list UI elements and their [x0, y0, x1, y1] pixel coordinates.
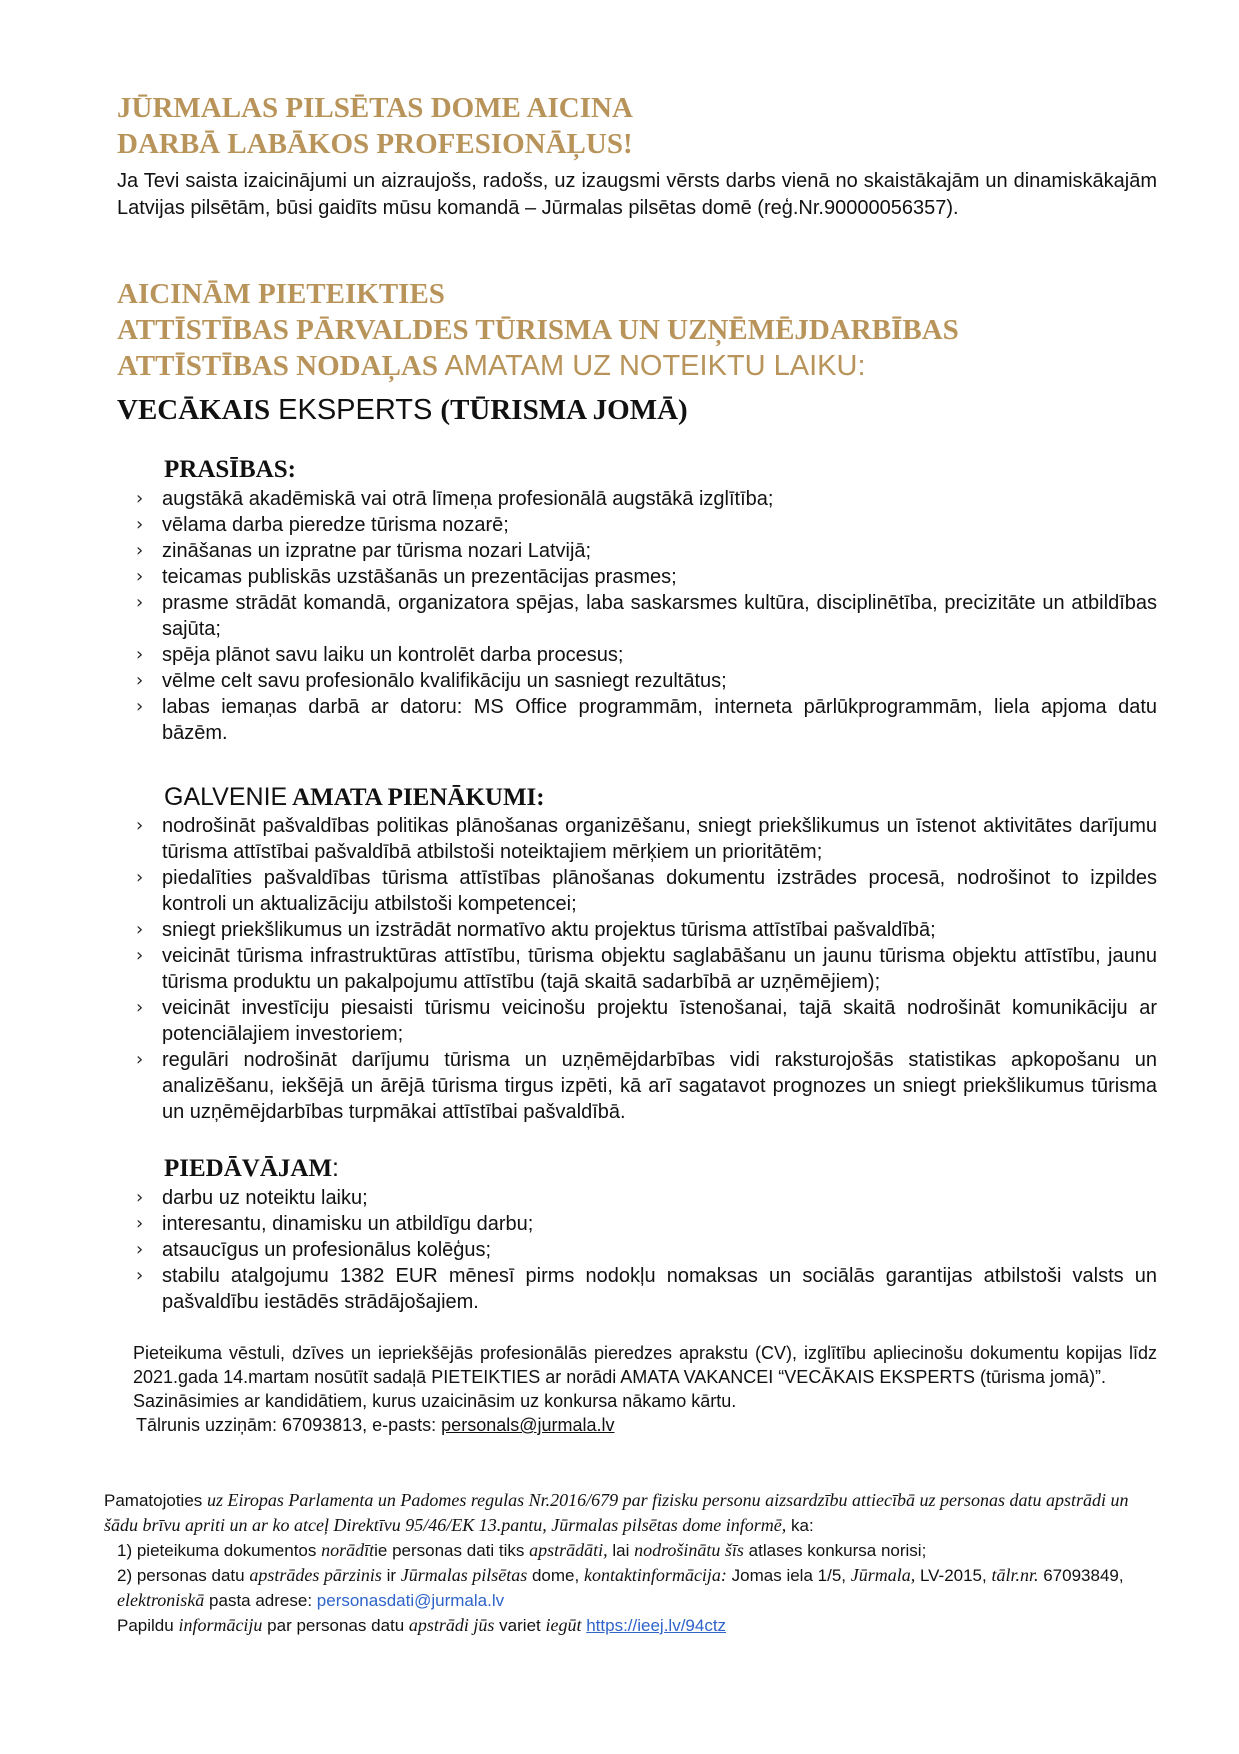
- gdpr-intro-a: Pamatojoties: [104, 1491, 207, 1510]
- bullet-chevron-icon: ›: [136, 1187, 144, 1208]
- requirements-list: [136, 486, 1157, 746]
- list-item: [136, 865, 1157, 917]
- bullet-chevron-icon: ›: [136, 566, 144, 587]
- gdpr-p2-h: Jūrmala,: [850, 1565, 916, 1585]
- list-item-text: stabilu atalgojumu 1382 EUR mēnesī pirms nodokļu nomaksas un sociālās garantijas atbilstoši valsts un pašvaldību iestādēs strādājošajiem.: [162, 1265, 1157, 1313]
- offer-list: [136, 1185, 1157, 1315]
- offer-title: [164, 1152, 339, 1185]
- list-item-text: piedalīties pašvaldības tūrisma attīstības plānošanas dokumentu izstrādes procesā, nodrošinot to izpildes kontroli un aktualizāciju atbilstoši kompetencei;: [162, 867, 1157, 915]
- list-item: [136, 694, 1157, 746]
- gdpr-p2-g: Jomas iela 1/5,: [726, 1566, 851, 1585]
- gdpr-p1-b: norādīt: [321, 1540, 375, 1560]
- list-item-text: regulāri nodrošināt darījumu tūrisma un uzņēmējdarbības vidi raksturojošās statistikas apkopošanu un analizēšanu, iekšējā un ārējā tūrisma tirgus izpēti, kā arī sagatavot prognozes un sniegt priekšlikumus tūrisma un uzņēmējdarbības turpmākai attīstībai pašvaldībā.: [162, 1049, 1157, 1123]
- duties-title: [164, 781, 545, 814]
- duties-list: [136, 813, 1157, 1125]
- list-item: [136, 512, 1157, 538]
- header-line-1: JŪRMALAS PILSĒTAS DOME AICINA: [117, 92, 633, 124]
- gdpr-p1-g: atlases konkursa norisi;: [743, 1541, 927, 1560]
- headline-line-1: AICINĀM PIETEIKTIES: [117, 278, 445, 310]
- bullet-chevron-icon: ›: [136, 670, 144, 691]
- application-contacts: [133, 1413, 1157, 1437]
- list-item-text: atsaucīgus un profesionālus kolēģus;: [162, 1239, 492, 1261]
- bullet-chevron-icon: ›: [136, 867, 144, 888]
- list-item-text: augstākā akadēmiskā vai otrā līmeņa profesionālā augstākā izglītība;: [162, 488, 774, 510]
- bullet-chevron-icon: ›: [136, 540, 144, 561]
- list-item: [136, 1211, 1157, 1237]
- intro-paragraph: Ja Tevi saista izaicinājumi un aizraujošs, radošs, uz izaugsmi vērsts darbs vienā no skaistākajām un dinamiskākajām Latvijas pilsētām, būsi gaidīts mūsu komandā – Jūrmalas pilsētas domē (reģ.Nr.90000056357).: [117, 170, 1157, 219]
- gdpr-p1-c: ie personas dati tiks: [374, 1541, 530, 1560]
- list-item-text: veicināt investīciju piesaisti tūrismu veicinošu projektu īstenošanai, tajā skaitā nodrošināt komunikāciju ar potenciālajiem investoriem;: [162, 997, 1157, 1045]
- requirements-title: PRASĪBAS:: [164, 456, 296, 483]
- gdpr-more-b: informāciju: [178, 1615, 263, 1635]
- bullet-chevron-icon: ›: [136, 488, 144, 509]
- list-item-text: darbu uz noteiktu laiku;: [162, 1187, 368, 1209]
- gdpr-p2-l: elektroniskā: [117, 1590, 205, 1610]
- bullet-chevron-icon: ›: [136, 1049, 144, 1070]
- list-item-text: teicamas publiskās uzstāšanās un prezentācijas prasmes;: [162, 566, 677, 588]
- list-item: [136, 1047, 1157, 1125]
- gdpr-p1-f: nodrošinātu šīs: [634, 1540, 744, 1560]
- gdpr-more-a: Papildu: [117, 1616, 179, 1635]
- list-item-text: interesantu, dinamisku un atbildīgu darbu;: [162, 1213, 534, 1235]
- bullet-chevron-icon: ›: [136, 997, 144, 1018]
- header-line-2: DARBĀ LABĀKOS PROFESIONĀĻUS!: [117, 128, 633, 160]
- gdpr-p2-j: tālr.nr.: [991, 1565, 1039, 1585]
- gdpr-info-link[interactable]: https://ieej.lv/94ctz: [586, 1616, 727, 1635]
- list-item: [136, 813, 1157, 865]
- bullet-chevron-icon: ›: [136, 514, 144, 535]
- duties-title-part-1: GALVENIE: [164, 783, 288, 811]
- list-item-text: veicināt tūrisma infrastruktūras attīstību, tūrisma objektu saglabāšanu un jaunu tūrisma objektu attīstību, jaunu tūrisma produktu un pakalpojumu attīstību (tajā skaitā sadarbībā ar uzņēmējiem);: [162, 945, 1157, 993]
- list-item: [136, 943, 1157, 995]
- gdpr-email-link[interactable]: personasdati@jurmala.lv: [316, 1591, 505, 1610]
- list-item-text: vēlme celt savu profesionālo kvalifikāciju un sasniegt rezultātus;: [162, 670, 727, 692]
- gdpr-notice: [104, 1488, 1164, 1638]
- application-instructions: Pieteikuma vēstuli, dzīves un iepriekšējās profesionālās pieredzes aprakstu (CV), izglītību apliecinošu dokumentu kopijas līdz 2021.gada 14.martam nosūtīt sadaļā PIETEIKTIES ar norādi AMATA VAKANCEI “VECĀKAIS EKSPERTS (tūrisma jomā)”.: [133, 1343, 1157, 1387]
- gdpr-more-c: par personas datu: [262, 1616, 409, 1635]
- application-info: [133, 1341, 1157, 1437]
- list-item-text: prasme strādāt komandā, organizatora spējas, laba saskarsmes kultūra, disciplinētība, precizitāte un atbildības sajūta;: [162, 592, 1157, 640]
- offer-title-text: PIEDĀVĀJAM: [164, 1155, 333, 1182]
- list-item: [136, 1237, 1157, 1263]
- duties-title-part-2: AMATA PIENĀKUMI:: [287, 784, 545, 811]
- gdpr-p1-e: lai: [607, 1541, 635, 1560]
- headline-department: ATTĪSTĪBAS NODAĻAS: [117, 350, 438, 382]
- list-item-text: zināšanas un izpratne par tūrisma nozari Latvijā;: [162, 540, 592, 562]
- gdpr-point-1: [104, 1538, 1164, 1563]
- position-title-part-1: VECĀKAIS: [117, 394, 271, 426]
- gdpr-p2-m: pasta adrese:: [204, 1591, 317, 1610]
- contact-phone-text: Tālrunis uzziņām: 67093813, e-pasts:: [136, 1415, 442, 1435]
- list-item: [136, 486, 1157, 512]
- bullet-chevron-icon: ›: [136, 592, 144, 613]
- list-item-text: nodrošināt pašvaldības politikas plānošanas organizēšanu, sniegt priekšlikumus un īstenot aktivitātes darījumu tūrisma attīstībai pašvaldībā atbilstoši noteiktajiem mērķiem un prioritātēm;: [162, 815, 1157, 863]
- gdpr-point-2: [104, 1563, 1164, 1613]
- list-item: [136, 590, 1157, 642]
- gdpr-p1-a: 1) pieteikuma dokumentos: [117, 1541, 322, 1560]
- gdpr-intro: [104, 1488, 1164, 1538]
- position-title-part-2: EKSPERTS: [270, 394, 441, 426]
- gdpr-p2-e: dome,: [527, 1566, 584, 1585]
- list-item: [136, 538, 1157, 564]
- gdpr-p2-a: 2) personas datu: [117, 1566, 250, 1585]
- bullet-chevron-icon: ›: [136, 1213, 144, 1234]
- gdpr-more-f: iegūt: [545, 1615, 582, 1635]
- list-item-text: vēlama darba pieredze tūrisma nozarē;: [162, 514, 509, 536]
- gdpr-intro-b: uz Eiropas Parlamenta un Padomes regulas Nr.2016/679 par fizisku personu aizsardzību attiecībā uz personas datu apstrādi un šādu brīvu apriti un ar ko atceļ Direktīvu 95/46/EK 13.pantu, Jūrmalas pilsētas dome informē,: [104, 1490, 1129, 1535]
- list-item: [136, 642, 1157, 668]
- vacancy-headline: [117, 276, 1177, 384]
- bullet-chevron-icon: ›: [136, 945, 144, 966]
- application-next-round: Sazināsimies ar kandidātiem, kurus uzaicināsim uz konkursa nākamo kārtu.: [133, 1391, 737, 1411]
- list-item-text: sniegt priekšlikumus un izstrādāt normatīvo aktu projektus tūrisma attīstībai pašvaldībā;: [162, 919, 936, 941]
- list-item: [136, 564, 1157, 590]
- position-title: [117, 392, 688, 428]
- position-title-part-3: (TŪRISMA JOMĀ): [440, 394, 688, 426]
- list-item-text: spēja plānot savu laiku un kontrolēt darba procesus;: [162, 644, 624, 666]
- list-item: [136, 917, 1157, 943]
- bullet-chevron-icon: ›: [136, 696, 144, 717]
- gdpr-p2-i: LV-2015,: [915, 1566, 992, 1585]
- gdpr-p1-d: apstrādāti,: [529, 1540, 608, 1560]
- headline-term: AMATAM UZ NOTEIKTU LAIKU:: [437, 350, 866, 382]
- gdpr-p2-k: 67093849,: [1038, 1566, 1124, 1585]
- list-item: [136, 995, 1157, 1047]
- list-item: [136, 668, 1157, 694]
- list-item: [136, 1185, 1157, 1211]
- list-item-text: labas iemaņas darbā ar datoru: MS Office programmām, interneta pārlūkprogrammām, liela apjoma datu bāzēm.: [162, 696, 1157, 744]
- gdpr-more-d: apstrādi jūs: [408, 1615, 495, 1635]
- bullet-chevron-icon: ›: [136, 815, 144, 836]
- bullet-chevron-icon: ›: [136, 1239, 144, 1260]
- gdpr-p2-b: apstrādes pārzinis: [249, 1565, 382, 1585]
- page-header: [117, 90, 1157, 162]
- list-item: [136, 1263, 1157, 1315]
- bullet-chevron-icon: ›: [136, 919, 144, 940]
- contact-email-link[interactable]: personals@jurmala.lv: [441, 1415, 615, 1435]
- gdpr-more-info: [104, 1613, 1164, 1638]
- gdpr-p2-c: ir: [381, 1566, 401, 1585]
- gdpr-p2-f: kontaktinformācija:: [583, 1565, 727, 1585]
- headline-line-2: ATTĪSTĪBAS PĀRVALDES TŪRISMA UN UZŅĒMĒJDARBĪBAS: [117, 314, 959, 346]
- gdpr-more-e: variet: [494, 1616, 546, 1635]
- bullet-chevron-icon: ›: [136, 1265, 144, 1286]
- gdpr-intro-c: ka:: [786, 1516, 814, 1535]
- gdpr-p2-d: Jūrmalas pilsētas: [400, 1565, 528, 1585]
- bullet-chevron-icon: ›: [136, 644, 144, 665]
- headline-line-3: [117, 348, 1177, 384]
- offer-title-colon: :: [332, 1154, 339, 1182]
